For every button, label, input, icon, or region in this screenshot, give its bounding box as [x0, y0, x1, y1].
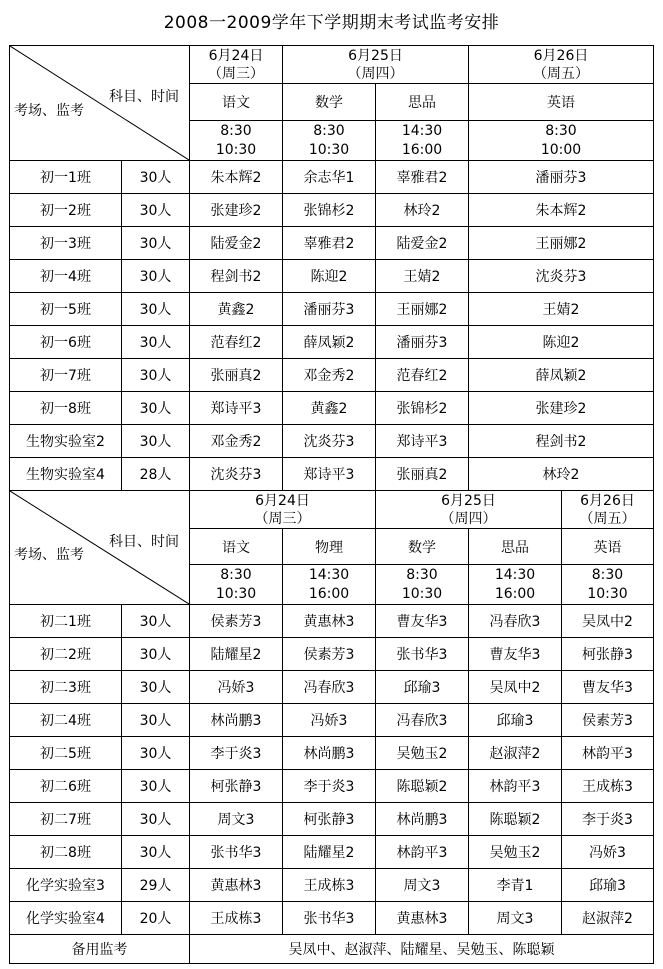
proctor-cell: 冯春欣3 — [376, 704, 469, 737]
proctor-cell: 王成栋3 — [190, 902, 283, 935]
table-row — [10, 293, 654, 326]
count-cell: 30人 — [122, 836, 190, 869]
proctor-cell: 侯素芳3 — [190, 605, 283, 638]
count-cell: 30人 — [122, 392, 190, 425]
count-cell: 20人 — [122, 902, 190, 935]
time-header: 8:30 10:30 — [562, 565, 654, 605]
proctor-cell: 侯素芳3 — [283, 638, 376, 671]
proctor-cell: 陆爱金2 — [190, 227, 283, 260]
proctor-cell: 范春红2 — [376, 359, 469, 392]
proctor-cell: 陆耀星2 — [283, 836, 376, 869]
time-header: 14:30 16:00 — [469, 565, 562, 605]
table-row — [10, 359, 654, 392]
subject-header: 英语 — [562, 529, 654, 565]
table-row — [10, 704, 654, 737]
proctor-cell: 林尚鹏3 — [190, 704, 283, 737]
proctor-cell: 邓金秀2 — [190, 425, 283, 458]
room-cell: 初一4班 — [10, 260, 122, 293]
room-cell: 初二2班 — [10, 638, 122, 671]
proctor-cell: 冯娇3 — [283, 704, 376, 737]
proctor-cell: 沈炎芬3 — [190, 458, 283, 491]
proctor-cell: 张书华3 — [190, 836, 283, 869]
table-row — [10, 803, 654, 836]
proctor-cell: 李于炎3 — [283, 770, 376, 803]
proctor-cell: 张锦杉2 — [376, 392, 469, 425]
proctor-cell: 冯春欣3 — [283, 671, 376, 704]
proctor-cell: 程剑书2 — [190, 260, 283, 293]
table-row — [10, 458, 654, 491]
proctor-cell: 张丽真2 — [190, 359, 283, 392]
grade1-diagonal-header — [10, 46, 190, 161]
table-row — [10, 836, 654, 869]
page-title: 2008一2009学年下学期期末考试监考安排 — [163, 13, 500, 33]
proctor-cell: 李于炎3 — [562, 803, 654, 836]
proctor-cell: 冯春欣3 — [469, 605, 562, 638]
proctor-cell: 张丽真2 — [376, 458, 469, 491]
room-cell: 初二7班 — [10, 803, 122, 836]
proctor-cell: 辜雅君2 — [283, 227, 376, 260]
subject-header: 思品 — [469, 529, 562, 565]
proctor-cell: 曹友华3 — [376, 605, 469, 638]
room-cell: 初二8班 — [10, 836, 122, 869]
proctor-cell: 吴凤中2 — [562, 605, 654, 638]
room-cell: 化学实验室3 — [10, 869, 122, 902]
proctor-cell: 陆爱金2 — [376, 227, 469, 260]
count-cell: 30人 — [122, 803, 190, 836]
proctor-cell: 朱本辉2 — [190, 161, 283, 194]
subject-header: 数学 — [376, 529, 469, 565]
date-header: 6月24日 （周三） — [190, 491, 376, 529]
proctor-cell: 邱瑜3 — [376, 671, 469, 704]
count-cell: 28人 — [122, 458, 190, 491]
room-cell: 生物实验室2 — [10, 425, 122, 458]
proctor-cell: 薛凤颖2 — [469, 359, 654, 392]
date-header: 6月25日 （周四） — [376, 491, 562, 529]
grade2-schedule-table — [9, 490, 654, 964]
proctor-cell: 林韵平3 — [376, 836, 469, 869]
room-proctor-label: 考场、监考 — [14, 103, 84, 119]
time-header: 8:30 10:30 — [190, 565, 283, 605]
table-row — [10, 902, 654, 935]
table-row — [10, 638, 654, 671]
proctor-cell: 邱瑜3 — [469, 704, 562, 737]
proctor-cell: 陈迎2 — [469, 326, 654, 359]
proctor-cell: 张建珍2 — [469, 392, 654, 425]
table-row — [10, 326, 654, 359]
date-header: 6月26日 （周五） — [562, 491, 654, 529]
count-cell: 30人 — [122, 770, 190, 803]
proctor-cell: 林韵平3 — [469, 770, 562, 803]
count-cell: 29人 — [122, 869, 190, 902]
proctor-cell: 黄惠林3 — [190, 869, 283, 902]
proctor-cell: 邱瑜3 — [562, 869, 654, 902]
table-row — [10, 227, 654, 260]
proctor-cell: 黄惠林3 — [283, 605, 376, 638]
date-header: 6月25日 （周四） — [283, 46, 469, 84]
proctor-cell: 潘丽芬3 — [283, 293, 376, 326]
table-row — [10, 737, 654, 770]
table-row — [10, 425, 654, 458]
proctor-cell: 周文3 — [190, 803, 283, 836]
count-cell: 30人 — [122, 260, 190, 293]
count-cell: 30人 — [122, 638, 190, 671]
proctor-cell: 柯张静3 — [190, 770, 283, 803]
count-cell: 30人 — [122, 359, 190, 392]
room-cell: 初二4班 — [10, 704, 122, 737]
proctor-cell: 范春红2 — [190, 326, 283, 359]
room-cell: 初二5班 — [10, 737, 122, 770]
proctor-cell: 郑诗平3 — [376, 425, 469, 458]
room-cell: 初一6班 — [10, 326, 122, 359]
proctor-cell: 程剑书2 — [469, 425, 654, 458]
table-row — [10, 161, 654, 194]
proctor-cell: 吴勉玉2 — [469, 836, 562, 869]
subject-header: 英语 — [469, 84, 654, 121]
proctor-cell: 周文3 — [376, 869, 469, 902]
room-cell: 初一1班 — [10, 161, 122, 194]
proctor-cell: 赵淑萍2 — [562, 902, 654, 935]
count-cell: 30人 — [122, 425, 190, 458]
count-cell: 30人 — [122, 605, 190, 638]
room-cell: 初二3班 — [10, 671, 122, 704]
room-cell: 初一3班 — [10, 227, 122, 260]
subject-time-label: 科目、时间 — [109, 89, 179, 105]
proctor-cell: 陈迎2 — [283, 260, 376, 293]
proctor-cell: 潘丽芬3 — [376, 326, 469, 359]
proctor-cell: 黄鑫2 — [283, 392, 376, 425]
proctor-cell: 林尚鹏3 — [376, 803, 469, 836]
proctor-cell: 李青1 — [469, 869, 562, 902]
proctor-cell: 潘丽芬3 — [469, 161, 654, 194]
room-cell: 初一7班 — [10, 359, 122, 392]
proctor-cell: 王丽娜2 — [469, 227, 654, 260]
proctor-cell: 陈聪颖2 — [469, 803, 562, 836]
proctor-cell: 林玲2 — [376, 194, 469, 227]
table-row — [10, 869, 654, 902]
proctor-cell: 王婧2 — [469, 293, 654, 326]
proctor-cell: 冯娇3 — [190, 671, 283, 704]
proctor-cell: 李于炎3 — [190, 737, 283, 770]
proctor-cell: 曹友华3 — [562, 671, 654, 704]
proctor-cell: 吴凤中2 — [469, 671, 562, 704]
proctor-cell: 郑诗平3 — [283, 458, 376, 491]
proctor-cell: 沈炎芬3 — [283, 425, 376, 458]
proctor-cell: 朱本辉2 — [469, 194, 654, 227]
proctor-cell: 林玲2 — [469, 458, 654, 491]
time-header: 8:30 10:00 — [469, 121, 654, 161]
proctor-cell: 沈炎芬3 — [469, 260, 654, 293]
count-cell: 30人 — [122, 293, 190, 326]
date-header: 6月24日 （周三） — [190, 46, 283, 84]
proctor-cell: 王婧2 — [376, 260, 469, 293]
table-row — [10, 671, 654, 704]
time-header: 8:30 10:30 — [190, 121, 283, 161]
count-cell: 30人 — [122, 704, 190, 737]
time-header: 8:30 10:30 — [283, 121, 376, 161]
proctor-cell: 张锦杉2 — [283, 194, 376, 227]
proctor-cell: 王成栋3 — [283, 869, 376, 902]
room-cell: 初二6班 — [10, 770, 122, 803]
proctor-cell: 邓金秀2 — [283, 359, 376, 392]
grade2-diagonal-header — [10, 491, 190, 605]
proctor-cell: 黄惠林3 — [376, 902, 469, 935]
count-cell: 30人 — [122, 194, 190, 227]
table-row — [10, 770, 654, 803]
subject-header: 物理 — [283, 529, 376, 565]
proctor-cell: 林尚鹏3 — [283, 737, 376, 770]
subject-header: 语文 — [190, 529, 283, 565]
count-cell: 30人 — [122, 326, 190, 359]
proctor-cell: 侯素芳3 — [562, 704, 654, 737]
table-row — [10, 392, 654, 425]
room-cell: 初二1班 — [10, 605, 122, 638]
room-proctor-label: 考场、监考 — [14, 547, 84, 563]
room-cell: 生物实验室4 — [10, 458, 122, 491]
room-cell: 初一8班 — [10, 392, 122, 425]
proctor-cell: 柯张静3 — [283, 803, 376, 836]
room-cell: 初一5班 — [10, 293, 122, 326]
proctor-cell: 林韵平3 — [562, 737, 654, 770]
proctor-cell: 薛凤颖2 — [283, 326, 376, 359]
table-row — [10, 260, 654, 293]
subject-header: 数学 — [283, 84, 376, 121]
date-header: 6月26日 （周五） — [469, 46, 654, 84]
time-header: 14:30 16:00 — [283, 565, 376, 605]
reserve-label: 备用监考 — [10, 935, 190, 964]
proctor-cell: 王成栋3 — [562, 770, 654, 803]
subject-header: 语文 — [190, 84, 283, 121]
subject-time-label: 科目、时间 — [109, 534, 179, 550]
proctor-cell: 陆耀星2 — [190, 638, 283, 671]
count-cell: 30人 — [122, 737, 190, 770]
count-cell: 30人 — [122, 227, 190, 260]
proctor-cell: 黄鑫2 — [190, 293, 283, 326]
subject-header: 思品 — [376, 84, 469, 121]
proctor-cell: 吴勉玉2 — [376, 737, 469, 770]
count-cell: 30人 — [122, 161, 190, 194]
count-cell: 30人 — [122, 671, 190, 704]
table-row — [10, 605, 654, 638]
proctor-cell: 冯娇3 — [562, 836, 654, 869]
grade1-schedule-table — [9, 45, 654, 491]
proctor-cell: 王丽娜2 — [376, 293, 469, 326]
room-cell: 化学实验室4 — [10, 902, 122, 935]
time-header: 8:30 10:30 — [376, 565, 469, 605]
room-cell: 初一2班 — [10, 194, 122, 227]
proctor-cell: 赵淑萍2 — [469, 737, 562, 770]
time-header: 14:30 16:00 — [376, 121, 469, 161]
proctor-cell: 郑诗平3 — [190, 392, 283, 425]
proctor-cell: 柯张静3 — [562, 638, 654, 671]
proctor-cell: 辜雅君2 — [376, 161, 469, 194]
proctor-cell: 张建珍2 — [190, 194, 283, 227]
proctor-cell: 张书华3 — [376, 638, 469, 671]
proctor-cell: 曹友华3 — [469, 638, 562, 671]
proctor-cell: 陈聪颖2 — [376, 770, 469, 803]
proctor-cell: 余志华1 — [283, 161, 376, 194]
proctor-cell: 周文3 — [469, 902, 562, 935]
proctor-cell: 张书华3 — [283, 902, 376, 935]
table-row — [10, 194, 654, 227]
reserve-names: 吴凤中、赵淑萍、陆耀星、吴勉玉、陈聪颖 — [190, 935, 654, 964]
